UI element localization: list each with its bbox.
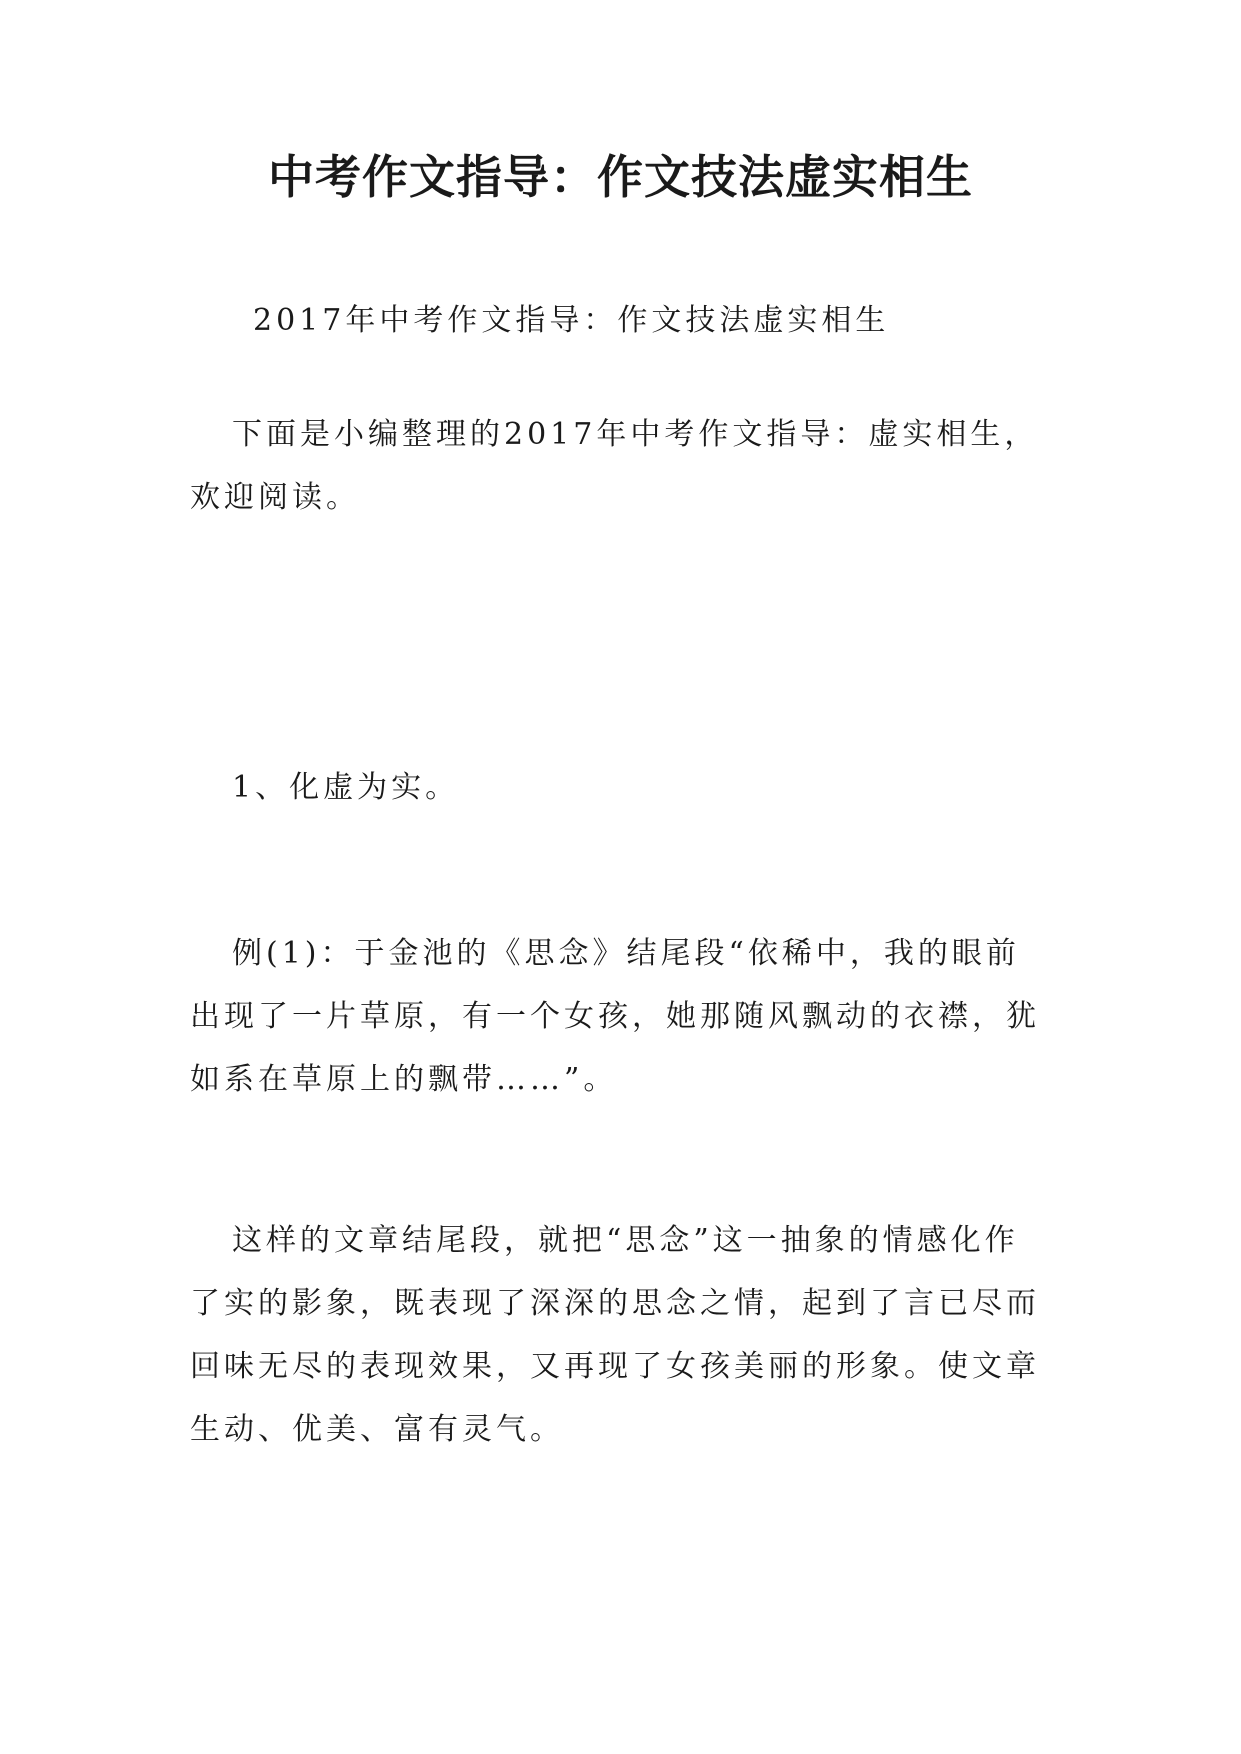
paragraph-heading-1: 1、化虚为实。 [232, 770, 460, 805]
paragraph-example-1: 例(1)：于金池的《思念》结尾段“依稀中，我的眼前出现了一片草原，有一个女孩，她那随风飘动的衣襟，犹如系在草原上的飘带……”。 [190, 936, 1040, 1097]
paragraph-intro: 下面是小编整理的2017年中考作文指导：虚实相生，欢迎阅读。 [190, 417, 1039, 515]
document-title: 中考作文指导：作文技法虚实相生 [268, 150, 973, 204]
paragraph-analysis: 这样的文章结尾段，就把“思念”这一抽象的情感化作了实的影象，既表现了深深的思念之情，起到了言已尽而回味无尽的表现效果，又再现了女孩美丽的形象。使文章生动、优美、富有灵气。 [190, 1223, 1040, 1447]
document-subtitle: 2017年中考作文指导：作文技法虚实相生 [253, 303, 890, 338]
